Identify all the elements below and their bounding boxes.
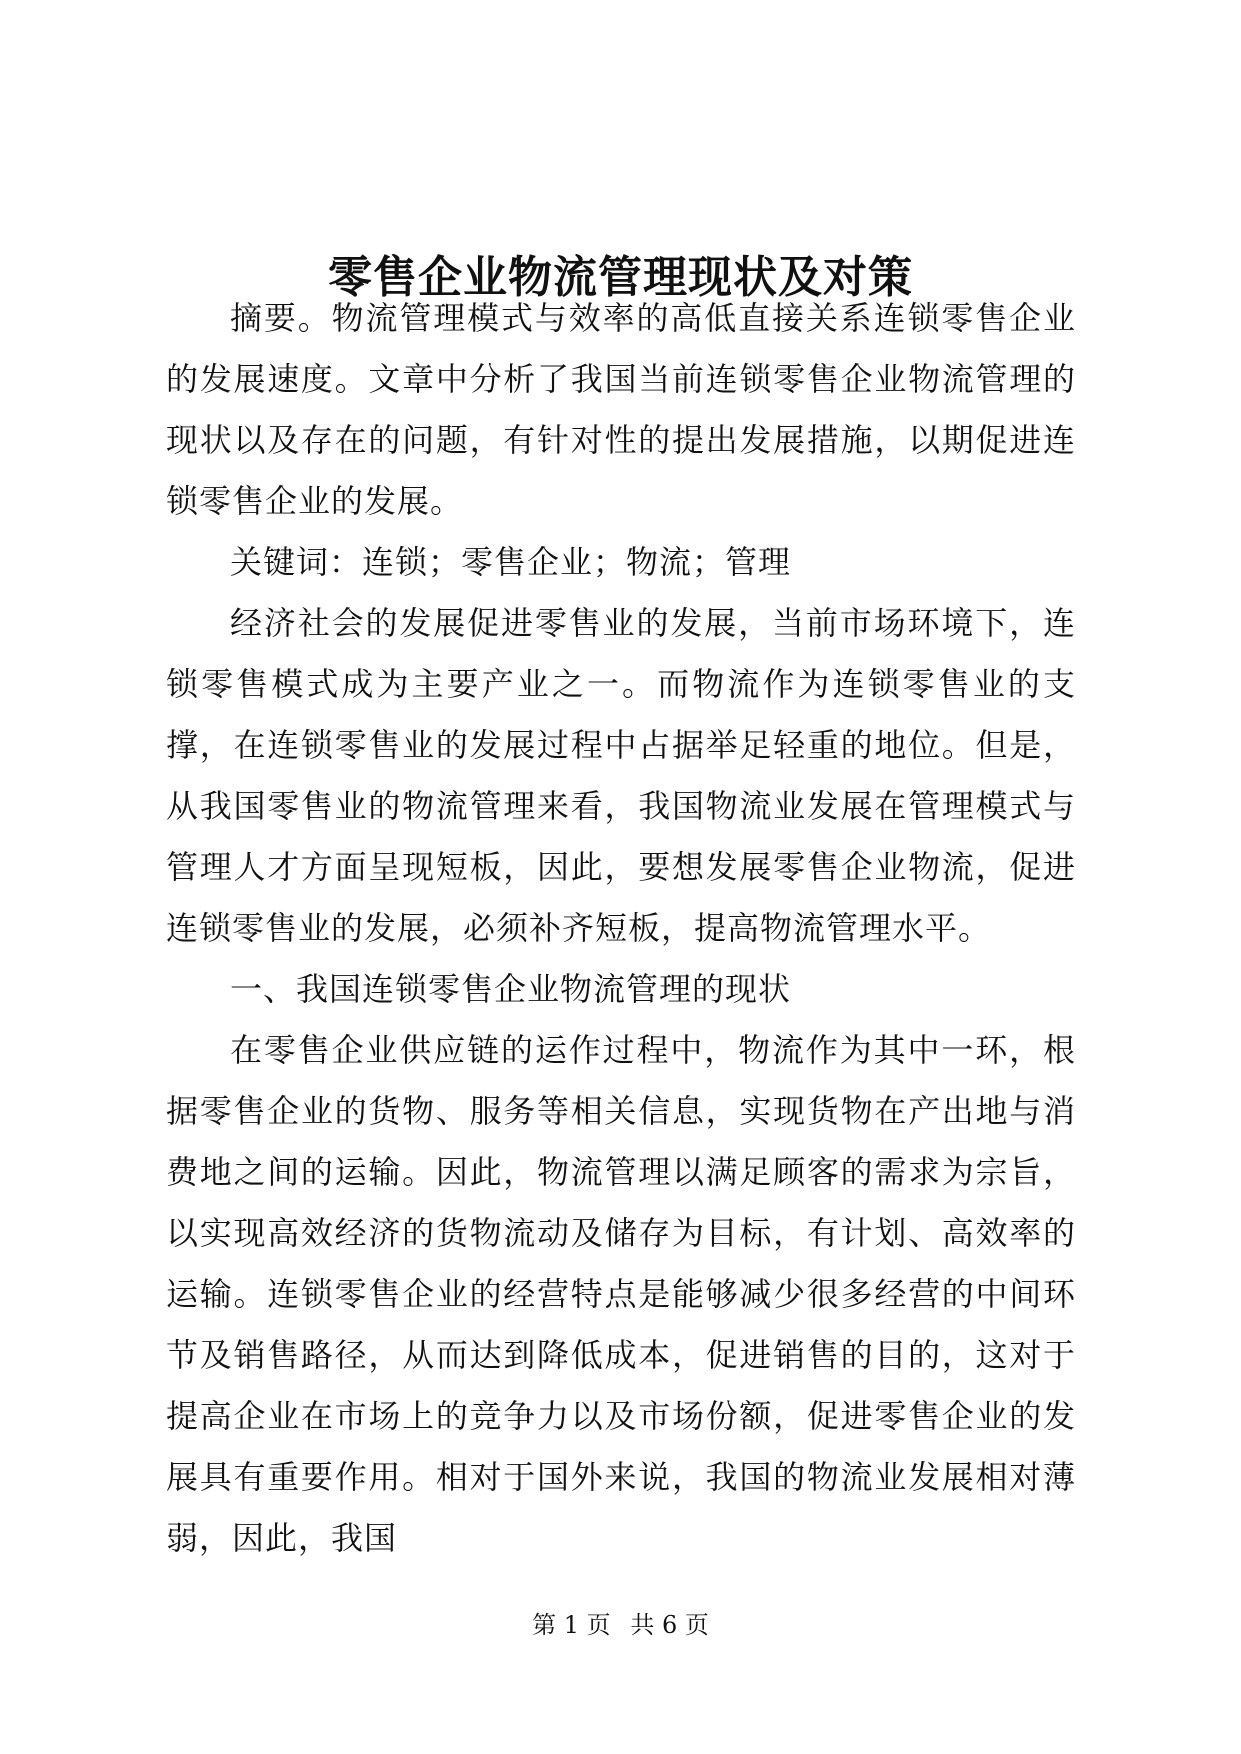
page-total: 共 6 页: [630, 1611, 709, 1639]
keywords-paragraph: 关键词：连锁；零售企业；物流；管理: [230, 543, 792, 581]
page-footer: [0, 1610, 1241, 1640]
section-paragraph: 在零售企业供应链的运作过程中，物流作为其中一环，根据零售企业的货物、服务等相关信息，实现货物在产出地与消费地之间的运输。因此，物流管理以满足顾客的需求为宗旨，以实现高效经济的货物流动及储存为目标，有计划、高效率的运输。连锁零售企业的经营特点是能够减少很多经营的中间环节及销售路径，从而达到降低成本，促进销售的目的，这对于提高企业在市场上的竞争力以及市场份额，促进零售企业的发展具有重要作用。相对于国外来说，我国的物流业发展相对薄弱，因此，我国: [166, 1031, 1076, 1557]
document-body: [166, 288, 1076, 1569]
document-title: 零售企业物流管理现状及对策: [328, 252, 913, 304]
page-number: 第 1 页: [532, 1611, 611, 1639]
abstract-paragraph: 摘要。物流管理模式与效率的高低直接关系连锁零售企业的发展速度。文章中分析了我国当前连锁零售企业物流管理的现状以及存在的问题，有针对性的提出发展措施，以期促进连锁零售企业的发展。: [166, 299, 1076, 520]
section-heading: 一、我国连锁零售企业物流管理的现状: [230, 970, 792, 1008]
intro-paragraph: 经济社会的发展促进零售业的发展，当前市场环境下，连锁零售模式成为主要产业之一。而物流作为连锁零售业的支撑，在连锁零售业的发展过程中占据举足轻重的地位。但是，从我国零售业的物流管理来看，我国物流业发展在管理模式与管理人才方面呈现短板，因此，要想发展零售企业物流，促进连锁零售业的发展，必须补齐短板，提高物流管理水平。: [166, 604, 1076, 947]
